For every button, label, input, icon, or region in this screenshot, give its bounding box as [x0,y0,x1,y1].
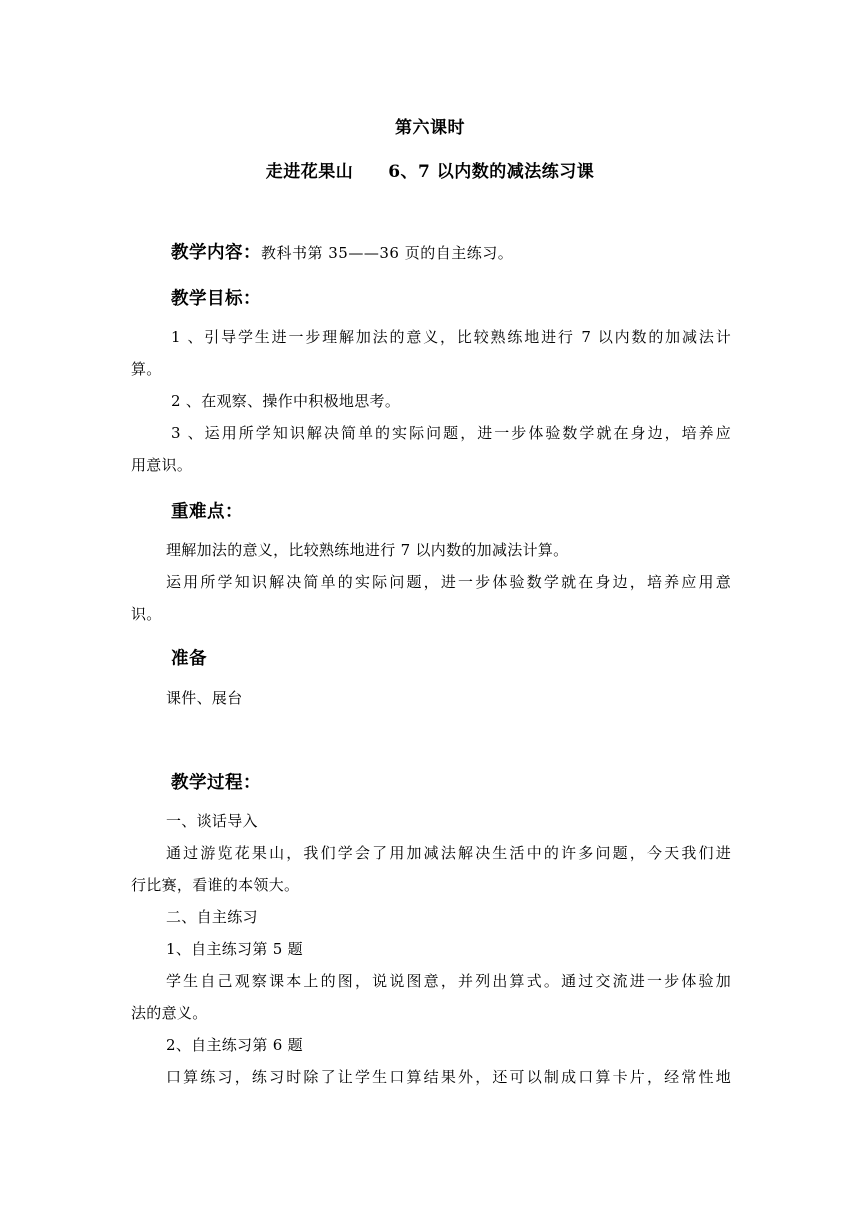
key-point-2-line-1: 运用所学知识解决简单的实际问题，进一步体验数学就在身边，培养应用意 [166,573,731,591]
section-1-line-1: 通过游览花果山，我们学会了用加减法解决生活中的许多问题，今天我们进 [166,844,731,862]
section-1-title: 一、谈话导入 [166,812,258,830]
content-heading: 教学内容： [171,243,261,263]
key-point-1: 理解加法的意义，比较熟练地进行 7 以内数的加减法计算。 [166,541,569,559]
section-2-title: 二、自主练习 [166,908,258,926]
preparation-section [131,688,731,720]
objective-2: 2 、在观察、操作中积极地思考。 [171,392,401,410]
objective-3-line-2: 用意识。 [131,456,193,474]
key-point-2-line-2: 识。 [131,605,162,623]
objective-3-line-1: 3 、运用所学知识解决简单的实际问题，进一步体验数学就在身边，培养应 [171,424,731,442]
lesson-subtitle: 走进花果山 6、7 以内数的减法练习课 [265,162,595,182]
content-text: 教科书第 35——36 页的自主练习。 [261,244,514,262]
objectives-heading: 教学目标： [171,289,261,309]
exercise-6-line-1: 口算练习，练习时除了让学生口算结果外，还可以制成口算卡片，经常性地 [166,1068,731,1086]
preparation-heading: 准备 [171,649,207,669]
content-section [171,241,513,265]
key-points-list [131,540,731,636]
process-heading: 教学过程： [171,773,261,793]
objective-1-line-1: 1 、引导学生进一步理解加法的意义，比较熟练地进行 7 以内数的加减法计 [171,328,731,346]
process-list [131,811,731,1099]
key-points-heading: 重难点： [171,502,243,522]
exercise-5-title: 1、自主练习第 5 题 [166,940,303,958]
section-1-line-2: 行比赛，看谁的本领大。 [131,876,300,894]
preparation-text: 课件、展台 [166,689,243,707]
exercise-5-line-2: 法的意义。 [131,1004,208,1022]
lesson-title: 第六课时 [395,118,465,138]
exercise-5-line-1: 学生自己观察课本上的图，说说图意，并列出算式。通过交流进一步体验加 [166,972,731,990]
objectives-list [131,327,731,487]
objective-1-line-2: 算。 [131,360,162,378]
exercise-6-title: 2、自主练习第 6 题 [166,1036,303,1054]
